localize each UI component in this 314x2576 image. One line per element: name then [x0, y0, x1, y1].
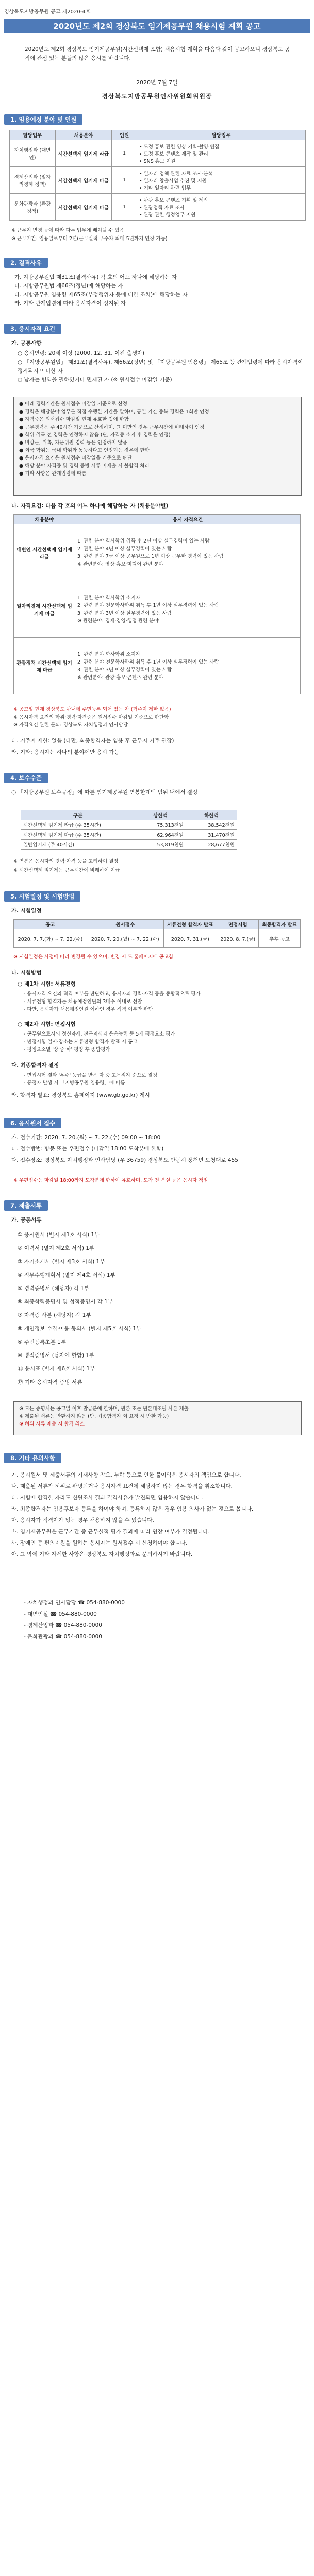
table-row: 일반임기제 (주 40시간) 53,819천원 28,677천원 — [21, 840, 237, 850]
section-2-header: 2. 결격사유 — [4, 258, 48, 268]
s3-requirements-title: 나. 자격요건: 다음 각 호의 어느 하나에 해당하는 자 (채용분야별) — [11, 503, 169, 509]
section-7-header: 7. 제출서류 — [4, 1200, 48, 1211]
table-row: 대변인 시간선택제 임기제 라급 1. 관련 분야 학사학위 취득 후 2년 이상 실무경력이 있는 사람 2. 관련 분야 4년 이상 실무경력이 있는 사람 3. 관련 분야 7급 이상 공무원으로 1년 이상 근무한 경력이 있는 사람 ※ 관련분야: 영상·홍보·미디어 관련 분야 — [14, 524, 301, 581]
s5-announcement: 라. 합격자 발표: 경상북도 홈페이지 (www.gb.go.kr) 게시 — [11, 1092, 150, 1098]
list-item: 라. 기타 관계법령에 따라 응시자격이 정지된 자 — [14, 300, 126, 307]
s3-other: 라. 기타: 응시자는 하나의 분야에만 응시 가능 — [11, 749, 120, 755]
list-item: 다. 지방공무원 임용령 제65조(부정행위자 등에 대한 조치)에 해당하는 자 — [14, 292, 188, 298]
list-item: ● 아래 경력기간은 원서접수 마감일 기준으로 산정 — [19, 401, 127, 407]
s6-method: 나. 접수방법: 방문 또는 우편접수 (마감일 18:00 도착분에 한함) — [11, 1146, 164, 1152]
table1-note-1: ※ 근무지 변경 등에 따라 다른 업무에 배치될 수 있음 — [11, 228, 124, 233]
table-row: 일자리경제 시간선택제 임기제 마급 1. 관련 분야 학사학위 소지자 2. 관련 분야 전문학사학위 취득 후 1년 이상 실무경력이 있는 사람 3. 관련 분야 3년 이상 실무경력이 있는 사람 ※ 관련분야: 경제·경영·행정 관련 분야 — [14, 581, 301, 638]
list-item: ⑫ 기타 응시자격 증빙 서류 — [18, 1379, 82, 1385]
requirements-table: 채용분야 응시 자격요건 대변인 시간선택제 임기제 라급 1. 관련 분야 학사학위 취득 후 2년 이상 실무경력이 있는 사람 2. 관련 분야 4년 이상 실무경력이 있는 사람 3. 관련 분야 7급 이상 공무원으로 1년 이상 근무한 경력이 있는 사람 ※ 관련분야: 영상·홍보·미디어 관련 분야 일자리경제 시간선택제 임기제 마급 1. 관련 분야 학사학위 소지자 2. 관련 분야 전문학사학위 취득 후 1년 이상 실무경력이 있는 사람 3. 관련 분야 3년 이상 실무경력이 있는 사람 ※ 관련분야: 경제·경영·행정 관련 분야 관광정책 시간선택제 임기제 마급 1. 관련 분야 학사학위 소지자 2. 관련 분야 전문학사학위 취득 후 1년 이상 실무경력이 있는 사람 3. 관련 분야 3년 이상 실무경력이 있는 사람 ※ 관련분야: 관광·홍보·콘텐츠 관련 분야 — [13, 514, 301, 694]
list-item: ○ 응시연령: 20세 이상 (2000. 12. 31. 이전 출생자) — [18, 350, 145, 357]
list-item: 나. 제출된 서류가 허위로 판명되거나 응시자격 요건에 해당하지 않는 경우 합격을 취소합니다. — [11, 1483, 233, 1489]
s6-note: ※ 우편접수는 마감일 18:00까지 도착분에 한하여 유효하며, 도착 전 분실 등은 응시자 책임 — [13, 1178, 208, 1183]
notice-date: 2020년 7월 7일 — [136, 79, 178, 86]
s6-place: 다. 접수장소: 경상북도 자치행정과 인사담당 (우 36759) 경상북도 안동시 풍천면 도청대로 455 — [11, 1157, 238, 1163]
list-item: 가. 응시원서 및 제출서류의 기재사항 착오, 누락 등으로 인한 불이익은 응시자의 책임으로 합니다. — [11, 1472, 241, 1478]
table-row: 시간선택제 임기제 마급 (주 35시간) 62,964천원 31,470천원 — [21, 830, 237, 840]
list-item: 나. 지방공무원법 제66조(정년)에 해당하는 자 — [14, 283, 123, 289]
list-item: ● 외국 학위는 국내 학위와 동등하다고 인정되는 경우에 한함 — [19, 448, 150, 453]
list-item: 마. 응시자가 적격자가 없는 경우 채용하지 않을 수 있습니다. — [11, 1517, 154, 1523]
s4-note-1: ※ 연봉은 응시자의 경력·자격 등을 고려하여 결정 — [13, 859, 119, 865]
list-item: ③ 자기소개서 (별지 제3호 서식) 1부 — [18, 1259, 105, 1265]
s3-common-title: 가. 공통사항 — [11, 340, 42, 346]
s5-stage1-list: - 응시자격 요건의 적격 여부를 판단하고, 응시자의 경력·자격 등을 종합적으로 평가 - 서류전형 합격자는 채용예정인원의 3배수 이내로 선발 - 다만, 응시자가 채용예정인원 이하인 경우 적격 여부만 판단 — [24, 991, 201, 1012]
s5-schedule-title: 가. 시험일정 — [11, 908, 42, 914]
documents-note-box: ※ 모든 증명서는 공고일 이후 발급분에 한하며, 원본 또는 원본대조필 사본 제출 ※ 제출된 서류는 반환하지 않음 (단, 최종합격자 외 요청 시 반환 가능) ※ 허위 서류 제출 시 합격 취소 — [13, 1401, 302, 1435]
s4-note-2: ※ 시간선택제 임기제는 근무시간에 비례하여 지급 — [13, 868, 120, 873]
list-item: ⑤ 경력증명서 (해당자) 각 1부 — [18, 1285, 90, 1292]
table1-note-2: ※ 근무기간: 임용일로부터 2년(근무실적 우수자 최대 5년까지 연장 가능) — [11, 236, 168, 242]
list-item: 다. 시험에 합격한 자라도 신원조사 결과 결격사유가 발견되면 임용하지 않습니다. — [11, 1495, 203, 1501]
list-item: ● 기타 사항은 관계법령에 따름 — [19, 471, 87, 477]
section-4-header: 4. 보수수준 — [4, 773, 48, 783]
list-item: ② 이력서 (별지 제2호 서식) 1부 — [18, 1245, 95, 1251]
list-item: ● 학위 취득 전 경력은 인정하지 않음 (단, 자격증 소지 후 경력은 인정) — [19, 432, 171, 438]
disqualification-list — [14, 273, 303, 308]
list-item: ⑪ 응시표 (별지 제6호 서식) 1부 — [18, 1366, 95, 1372]
eligibility-info-box — [13, 397, 302, 496]
th-dept: 담당업무 — [10, 130, 56, 140]
s5-final-list: - 면접시험 결과 '우수' 등급을 받은 자 중 고득점자 순으로 결정 - 동점자 발생 시 「지방공무원 임용령」에 따름 — [24, 1073, 158, 1086]
s7-common-title: 가. 공통서류 — [11, 1217, 42, 1223]
notice-title: 2020년도 제2회 경상북도 임기제공무원 채용시험 계획 공고 — [4, 19, 310, 33]
intro-text: 2020년도 제2회 경상북도 임기제공무원(시간선택제 포함) 채용시험 계획을 다음과 같이 공고하오니 경상북도 공직에 관심 있는 분들의 많은 응시를 바랍니다. — [25, 46, 290, 61]
salary-table: 구분 상한액 하한액 시간선택제 임기제 라급 (주 35시간) 75,313천원 38,542천원 시간선택제 임기제 마급 (주 35시간) 62,964천원 31,470천원 일반임기제 (주 40시간) 53,819천원 28,677천원 — [21, 810, 237, 850]
s3-residence: 다. 거주지 제한: 없음 (다만, 최종합격자는 임용 후 근무지 거주 권장) — [11, 738, 174, 744]
contacts-list — [24, 1597, 302, 1642]
documents-list — [18, 1228, 304, 1389]
section-6-header: 6. 응시원서 접수 — [4, 1118, 61, 1128]
s5-stage2: ○ 제2차 시험: 면접시험 — [18, 1021, 76, 1027]
section-1-header: 1. 임용예정 분야 및 인원 — [4, 114, 82, 125]
s5-stage2-list: - 공무원으로서의 정신자세, 전문지식과 응용능력 등 5개 평정요소 평가 - 면접시험 일시·장소는 서류전형 합격자 발표 시 공고 - 평정요소별 '상·중·하' 평정 후 종합평가 — [24, 1031, 175, 1053]
s4-intro: ○ 「지방공무원 보수규정」에 따른 임기제공무원 연봉한계액 범위 내에서 결정 — [11, 789, 198, 795]
th-duties: 담당업무 — [137, 130, 306, 140]
positions-table — [9, 130, 306, 221]
th-count: 인원 — [112, 130, 137, 140]
section-3-header: 3. 응시자격 요건 — [4, 324, 61, 334]
list-item: ⑧ 개인정보 수집·이용 동의서 (별지 제5호 서식) 1부 — [18, 1326, 142, 1332]
list-item: ● 자격증은 원서접수 마감일 현재 유효한 것에 한함 — [19, 417, 129, 422]
list-item: ⑦ 자격증 사본 (해당자) 각 1부 — [18, 1312, 91, 1318]
list-item: ● 해당 분야 자격증 및 경력 증빙 서류 미제출 시 불합격 처리 — [19, 463, 150, 469]
s5-stage1: ○ 제1차 시험: 서류전형 — [18, 981, 76, 987]
contact-item: - 자치행정과 인사담당 ☎ 054-880-0000 — [24, 1600, 125, 1606]
table-row: 2020. 7. 7.(화) ~ 7. 22.(수) 2020. 7. 20.(월) ~ 7. 22.(수) 2020. 7. 31.(금) 2020. 8. 7.(금) 추후 공고 — [14, 929, 301, 948]
list-item: 라. 최종합격자는 임용후보자 등록을 하여야 하며, 등록하지 않은 경우 임용 의사가 없는 것으로 봅니다. — [11, 1506, 254, 1512]
table-row: 문화관광과 (관광정책) 시간선택제 임기제 마급 1 • 관광 홍보 콘텐츠 기획 및 제작 • 관광정책 자료 조사 • 관광 관련 행정업무 지원 — [10, 194, 306, 221]
list-item: ⑨ 주민등록초본 1부 — [18, 1339, 66, 1345]
s3-common-list — [18, 349, 304, 384]
s3-notes: ※ 공고일 현재 경상북도 관내에 주민등록 되어 있는 자 (거주지 제한 없음) ※ 응시자격 요건의 학위·경력·자격증은 원서접수 마감일 기준으로 판단함 ※ 자격요건 관련 문의: 경상북도 자치행정과 인사담당 — [13, 707, 171, 728]
list-item: ● 근무경력은 주 40시간 기준으로 산정하며, 그 미만인 경우 근무시간에 비례하여 인정 — [19, 425, 205, 430]
contact-item: - 경제산업과 ☎ 054-880-0000 — [24, 1622, 102, 1629]
table-row: 경제산업과 (일자리경제 정책) 시간선택제 임기제 마급 1 • 일자리 정책 관련 자료 조사·분석 • 일자리 창출사업 추진 및 지원 • 기타 일자리 관련 업무 — [10, 167, 306, 194]
notes-list — [11, 1469, 303, 1560]
s6-period: 가. 접수기간: 2020. 7. 20.(월) ~ 7. 22.(수) 09:00 ~ 18:00 — [11, 1134, 161, 1141]
list-item: ○ 남자는 병역을 필하였거나 면제된 자 (※ 원서접수 마감일 기준) — [18, 377, 172, 383]
table-row: 자치행정과 (대변인) 시간선택제 임기제 라급 1 • 도정 홍보 관련 영상 기획·촬영·편집 • 도정 홍보 콘텐츠 제작 및 관리 • SNS 홍보 지원 — [10, 140, 306, 167]
list-item: ④ 직무수행계획서 (별지 제4호 서식) 1부 — [18, 1272, 115, 1278]
list-item: ⑥ 최종학력증명서 및 성적증명서 각 1부 — [18, 1299, 113, 1305]
table-row: 관광정책 시간선택제 임기제 마급 1. 관련 분야 학사학위 소지자 2. 관련 분야 전문학사학위 취득 후 1년 이상 실무경력이 있는 사람 3. 관련 분야 3년 이상 실무경력이 있는 사람 ※ 관련분야: 관광·홍보·콘텐츠 관련 분야 — [14, 638, 301, 694]
list-item: 아. 그 밖에 기타 자세한 사항은 경상북도 자치행정과로 문의하시기 바랍니다. — [11, 1551, 193, 1557]
contact-item: - 대변인실 ☎ 054-880-0000 — [24, 1611, 97, 1617]
list-item: ① 응시원서 (별지 제1호 서식) 1부 — [18, 1232, 100, 1238]
list-item: ○ 「지방공무원법」 제31조(결격사유), 제66조(정년) 및 「지방공무원 임용령」 제65조 등 관계법령에 따라 응시자격이 정지되지 아니한 자 — [18, 359, 303, 374]
list-item: 가. 지방공무원법 제31조(결격사유) 각 호의 어느 하나에 해당하는 자 — [14, 274, 177, 280]
list-item: ● 경력은 해당분야 업무를 직접 수행한 기간을 말하며, 동일 기간 중복 경력은 1회만 인정 — [19, 409, 209, 415]
list-item: ● 응시자격 요건은 원서접수 마감일을 기준으로 판단 — [19, 455, 133, 461]
table-row: 시간선택제 임기제 라급 (주 35시간) 75,313천원 38,542천원 — [21, 820, 237, 830]
section-8-header: 8. 기타 유의사항 — [4, 1453, 61, 1463]
s5-method-title: 나. 시험방법 — [11, 970, 42, 976]
issuing-org: 경상북도지방공무원인사위원회위원장 — [102, 93, 212, 100]
list-item: ● 비상근, 위촉, 자문위원 경력 등은 인정하지 않음 — [19, 440, 127, 446]
notice-number: 경상북도지방공무원 공고 제2020-4호 — [4, 9, 91, 15]
s5-final-title: 다. 최종합격자 결정 — [11, 1062, 59, 1069]
section-5-header: 5. 시험일정 및 시험방법 — [4, 891, 80, 902]
schedule-table: 공고 원서접수 서류전형 합격자 발표 면접시험 최종합격자 발표 2020. 7. 7.(화) ~ 7. 22.(수) 2020. 7. 20.(월) ~ 7. 22.(수) 2020. 7. 31.(금) 2020. 8. 7.(금) 추후 공고 — [13, 919, 301, 948]
contact-item: - 문화관광과 ☎ 054-880-0000 — [24, 1634, 102, 1640]
th-field: 채용분야 — [56, 130, 112, 140]
list-item: ⑩ 병적증명서 (남자에 한함) 1부 — [18, 1352, 95, 1359]
list-item: 바. 임기제공무원은 근무기간 중 근무실적 평가 결과에 따라 연장 여부가 결정됩니다. — [11, 1529, 210, 1535]
s5-schedule-note: ※ 시험일정은 사정에 따라 변경될 수 있으며, 변경 시 도 홈페이지에 공고함 — [13, 954, 174, 960]
list-item: 사. 장애인 등 편의지원을 원하는 응시자는 원서접수 시 신청하여야 합니다. — [11, 1540, 188, 1546]
